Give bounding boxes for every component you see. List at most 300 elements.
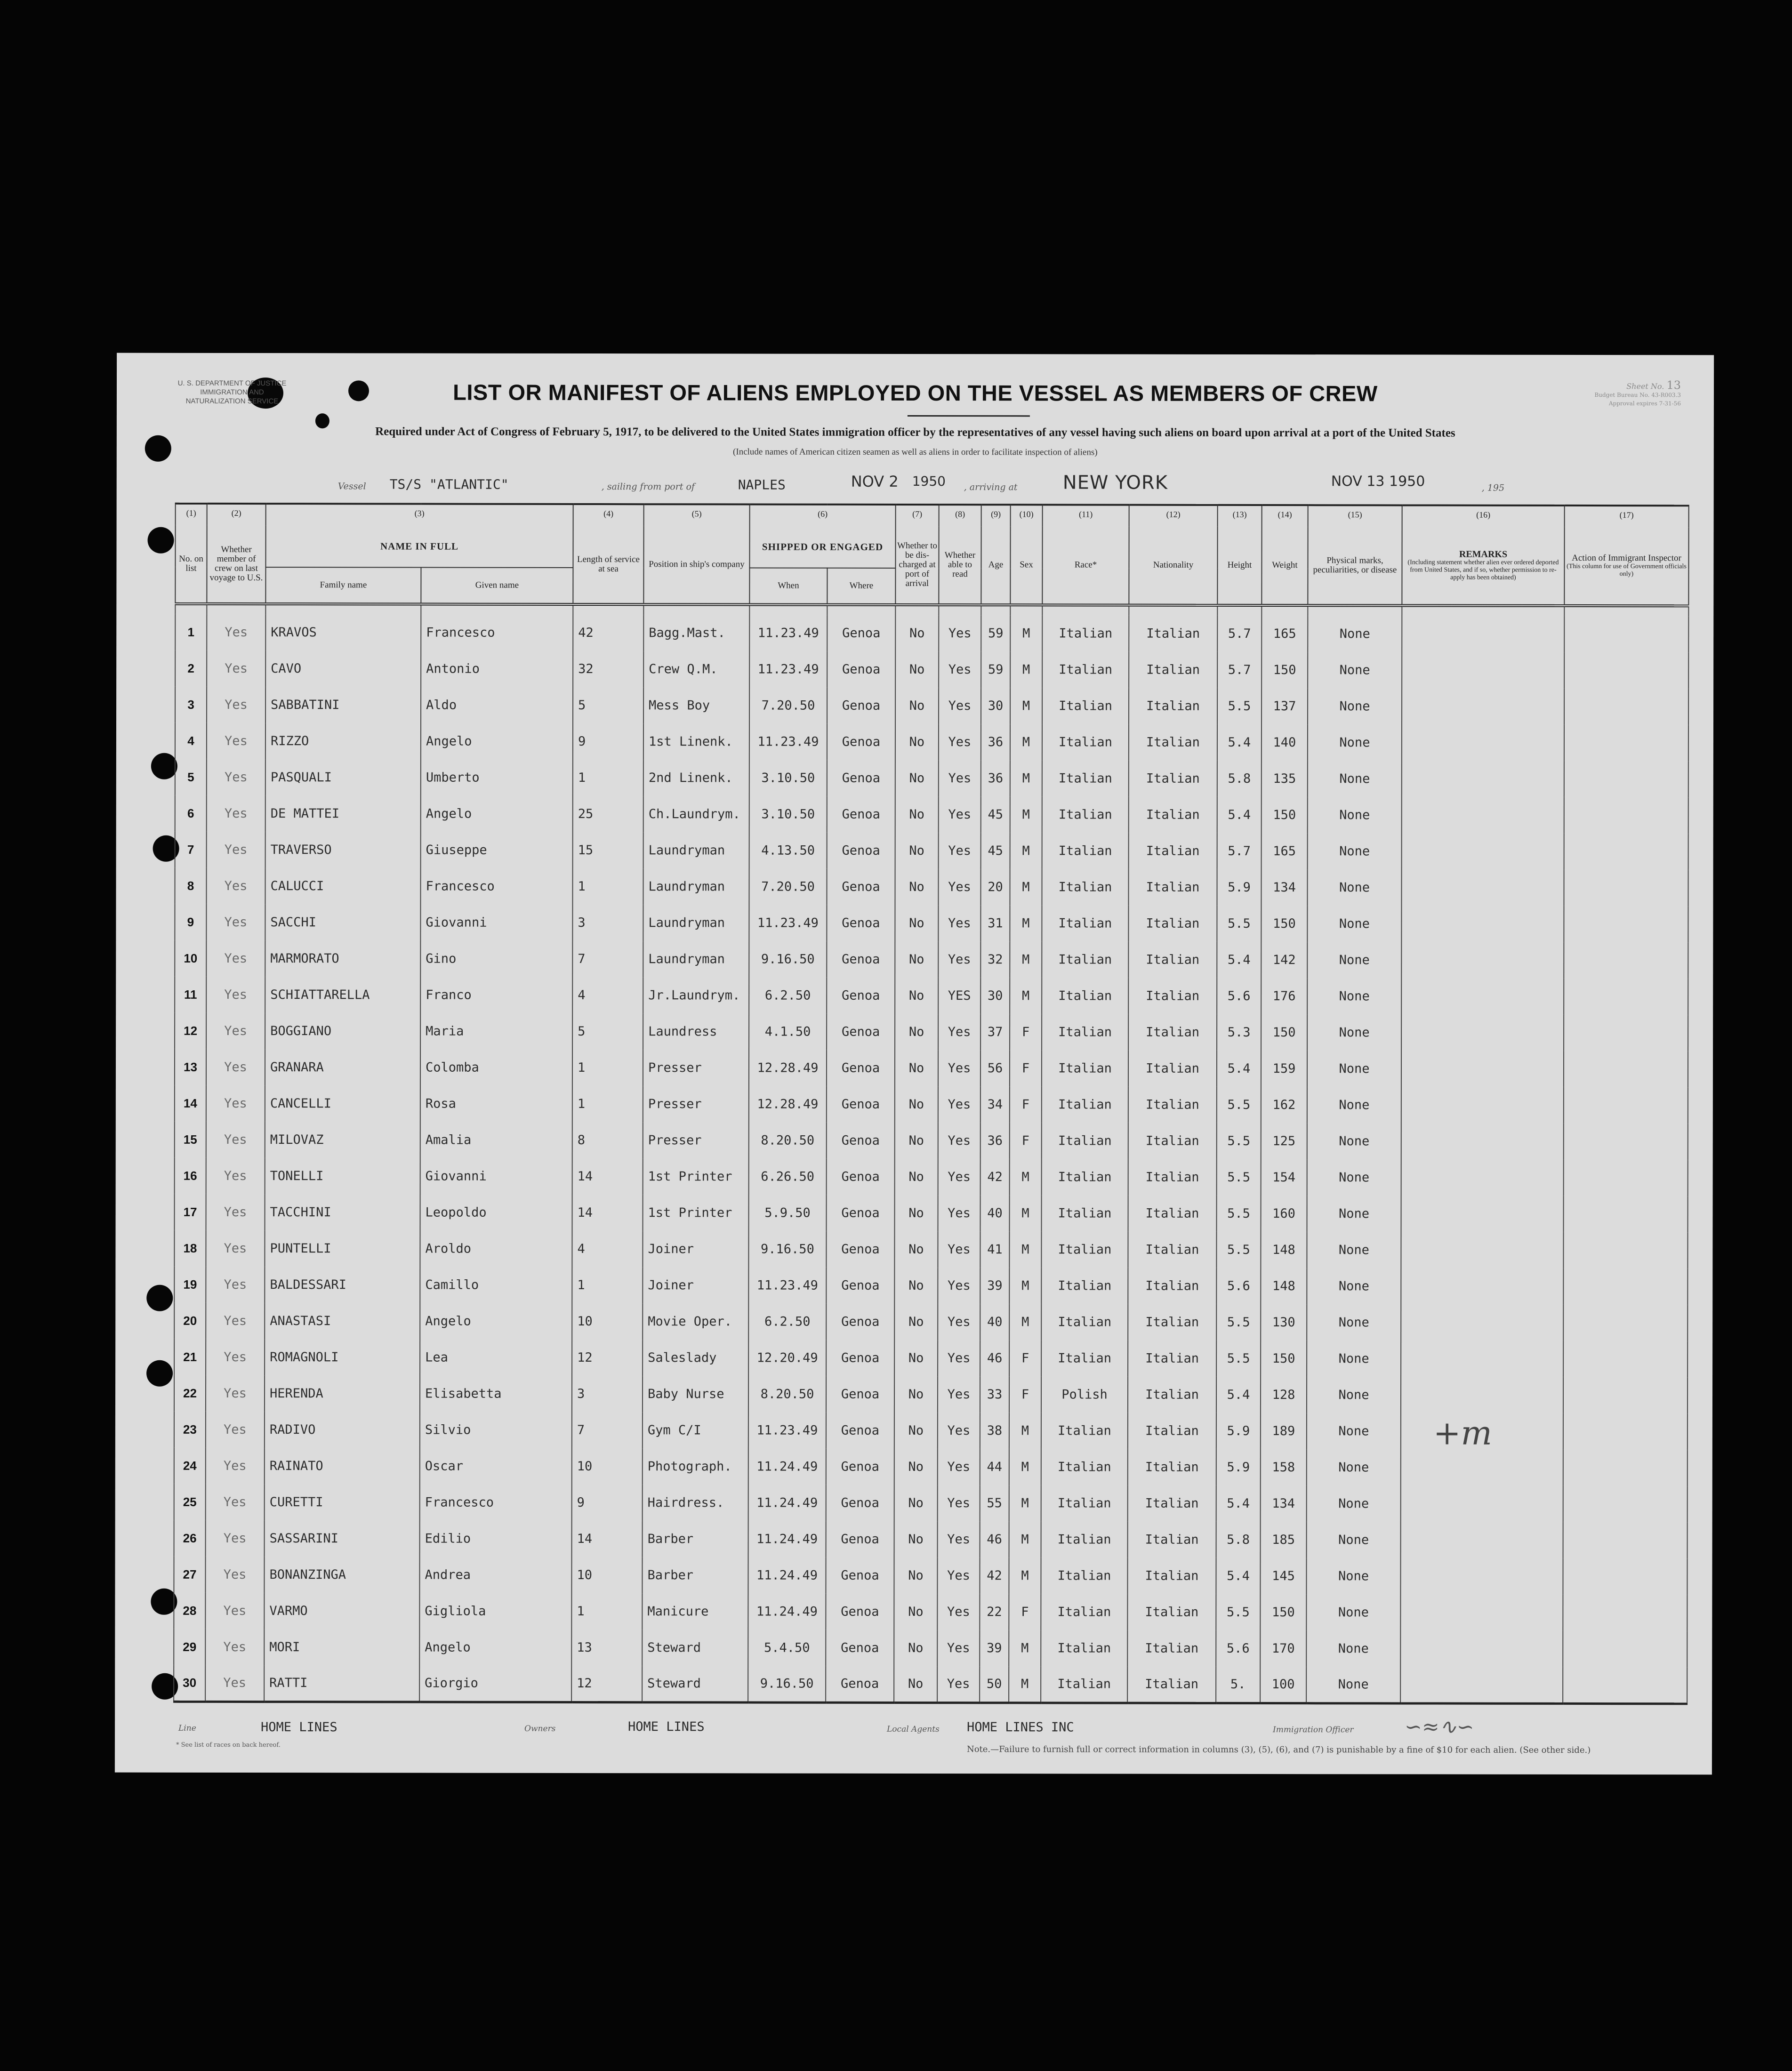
binder-hole (148, 527, 174, 554)
action-cell (1564, 1087, 1688, 1124)
weight-cell: 148 (1261, 1232, 1307, 1268)
prior-voyage-cell: Yes (206, 1412, 265, 1448)
family-name-cell: RADIVO (265, 1412, 420, 1448)
service-length-cell: 4 (572, 977, 643, 1013)
action-cell (1564, 689, 1688, 725)
remarks-cell (1401, 942, 1564, 978)
prior-voyage-cell: Yes (206, 940, 265, 977)
age-cell: 40 (980, 1304, 1009, 1340)
shipped-where-cell: Genoa (826, 1557, 894, 1594)
shipped-when-cell: 11.23.49 (748, 1268, 826, 1304)
height-cell: 5.8 (1216, 1522, 1261, 1558)
sex-cell: M (1009, 1268, 1041, 1304)
discharged-cell: No (895, 1086, 938, 1123)
remarks-cell (1402, 688, 1564, 724)
action-sub: (This column for use of Government officials only) (1567, 562, 1687, 578)
race-cell: Italian (1041, 1413, 1128, 1449)
physical-marks-cell: None (1307, 1123, 1401, 1159)
age-cell: 39 (980, 1268, 1009, 1304)
service-length-cell: 5 (573, 687, 643, 723)
given-name-cell: Giovanni (420, 905, 572, 941)
age-cell: 45 (981, 833, 1010, 869)
able-read-cell: Yes (937, 1594, 980, 1630)
col-num: (4) (573, 504, 644, 526)
row-number: 30 (174, 1665, 205, 1702)
position-cell: Laundryman (643, 905, 749, 941)
age-cell: 42 (980, 1557, 1009, 1594)
shipped-where-cell: Genoa (827, 869, 895, 905)
height-cell: 5.4 (1216, 1377, 1261, 1413)
able-read-cell: Yes (938, 1159, 980, 1195)
service-length-cell: 32 (573, 651, 643, 687)
table-row (175, 795, 1688, 834)
approval-line: Approval expires 7-31-56 (1608, 400, 1681, 407)
row-number: 24 (174, 1448, 206, 1484)
sex-cell: F (1009, 1594, 1041, 1630)
shipped-where-cell: Genoa (827, 941, 895, 978)
given-name-cell: Amalia (420, 1122, 572, 1158)
sex-cell: M (1010, 796, 1042, 833)
prior-voyage-cell: Yes (205, 1557, 264, 1593)
given-name-cell: Francesco (420, 1485, 572, 1521)
weight-cell: 145 (1260, 1558, 1306, 1594)
able-read-cell: Yes (939, 688, 981, 724)
service-length-cell: 14 (572, 1158, 643, 1195)
binder-hole (146, 1285, 173, 1311)
officer-label: Immigration Officer (1273, 1725, 1354, 1735)
age-cell: 56 (980, 1050, 1010, 1086)
nationality-cell: Italian (1128, 1341, 1216, 1377)
remarks-cell (1402, 724, 1564, 761)
race-cell: Italian (1041, 1557, 1127, 1594)
discharged-cell: No (895, 869, 938, 905)
action-cell (1563, 1631, 1687, 1667)
shipped-where-cell: Genoa (827, 796, 895, 833)
given-name-cell: Franco (420, 977, 572, 1013)
position-cell: Crew Q.M. (643, 651, 749, 687)
family-name-cell: SACCHI (265, 904, 420, 940)
physical-marks-cell: None (1307, 1377, 1401, 1413)
remarks-cell (1400, 1558, 1563, 1594)
prior-voyage-cell: Yes (206, 1448, 265, 1484)
position-cell: Joiner (643, 1231, 748, 1267)
action-cell (1563, 1558, 1687, 1595)
physical-marks-cell: None (1308, 652, 1402, 688)
action-cell (1564, 761, 1688, 797)
binder-hole (151, 753, 177, 779)
action-cell (1564, 942, 1688, 979)
table-row (174, 1303, 1688, 1341)
age-cell: 20 (980, 869, 1010, 905)
shipped-when-cell: 5.9.50 (749, 1195, 827, 1231)
header-age: Age (981, 526, 1010, 605)
given-name-cell: Gino (420, 941, 572, 977)
race-cell: Polish (1041, 1376, 1128, 1413)
prior-voyage-cell: Yes (206, 868, 265, 904)
service-length-cell: 3 (572, 905, 643, 941)
service-length-cell: 15 (573, 832, 643, 868)
remarks-title: REMARKS (1459, 549, 1508, 560)
table-row (175, 1158, 1688, 1196)
age-cell: 42 (980, 1159, 1010, 1195)
header-member-prior: Whether member of crew on last voyage to U.S. (207, 525, 265, 604)
position-cell: Joiner (643, 1267, 748, 1303)
physical-marks-cell: None (1307, 1087, 1401, 1123)
weight-cell: 160 (1261, 1196, 1307, 1232)
sex-cell: M (1009, 1521, 1041, 1557)
prior-voyage-cell: Yes (206, 1013, 265, 1049)
discharged-cell: No (894, 1376, 938, 1413)
col-num: (13) (1218, 505, 1262, 527)
row-number: 22 (174, 1375, 206, 1412)
discharged-cell: No (895, 1123, 938, 1159)
weight-cell: 148 (1261, 1268, 1307, 1304)
position-cell: Gym C/I (643, 1412, 748, 1448)
height-cell: 5.5 (1217, 1196, 1261, 1232)
given-name-cell: Camillo (420, 1267, 572, 1303)
action-cell (1564, 870, 1688, 906)
family-name-cell: HERENDA (265, 1375, 420, 1412)
shipped-when-cell: 7.20.50 (749, 869, 827, 905)
age-cell: 37 (980, 1014, 1010, 1050)
weight-cell: 154 (1261, 1159, 1307, 1196)
given-name-cell: Angelo (421, 796, 573, 832)
family-name-cell: VARMO (264, 1593, 419, 1629)
header-given-name: Given name (421, 568, 573, 604)
family-name-cell: CAVO (265, 650, 421, 687)
able-read-cell: Yes (937, 1557, 980, 1594)
prior-voyage-cell: Yes (206, 1303, 265, 1339)
remarks-cell (1401, 1051, 1564, 1087)
action-cell (1564, 1160, 1688, 1196)
row-number: 18 (174, 1230, 206, 1267)
nationality-cell: Italian (1128, 1413, 1216, 1449)
action-cell (1564, 1124, 1688, 1160)
discharged-cell: No (894, 1304, 938, 1340)
given-name-cell: Francesco (421, 615, 573, 651)
penalty-note: Note.—Failure to furnish full or correct information in columns (3), (5), (6), and (7) is punishable by a fine of $10 for each alien. (See other side.) (966, 1744, 1591, 1756)
service-length-cell: 12 (572, 1340, 643, 1376)
shipped-when-cell: 11.24.49 (748, 1557, 826, 1594)
remarks-cell (1401, 906, 1564, 942)
family-name-cell: ANASTASI (265, 1303, 420, 1339)
prior-voyage-cell: Yes (206, 1520, 265, 1557)
able-read-cell: Yes (938, 1413, 980, 1449)
header-weight: Weight (1262, 527, 1308, 605)
service-length-cell: 10 (571, 1557, 642, 1593)
service-length-cell: 14 (572, 1195, 643, 1231)
row-number: 8 (175, 868, 206, 904)
table-row (175, 1194, 1688, 1232)
remarks-cell (1402, 797, 1564, 833)
family-name-cell: TACCHINI (265, 1194, 420, 1230)
action-cell (1564, 1015, 1688, 1051)
physical-marks-cell: None (1308, 688, 1402, 724)
family-name-cell: SCHIATTARELLA (265, 977, 420, 1013)
sex-cell: M (1010, 978, 1042, 1014)
height-cell: 5.4 (1217, 724, 1262, 761)
shipped-where-cell: Genoa (826, 1594, 894, 1630)
shipped-where-cell: Genoa (826, 1413, 894, 1449)
shipped-where-cell: Genoa (827, 651, 895, 688)
row-number: 14 (175, 1085, 206, 1122)
shipped-where-cell: Genoa (826, 1449, 894, 1485)
position-cell: 1st Printer (643, 1158, 749, 1195)
manifest-footer (115, 1718, 1712, 1763)
row-number: 6 (175, 795, 207, 832)
discharged-cell: No (894, 1231, 938, 1268)
family-name-cell: PASQUALI (265, 759, 421, 795)
sailing-label: , sailing from port of (601, 482, 695, 492)
row-number: 29 (174, 1629, 205, 1665)
age-cell: 30 (981, 688, 1010, 724)
weight-cell: 100 (1260, 1667, 1306, 1703)
shipped-when-cell: 11.23.49 (749, 905, 827, 941)
position-cell: Mess Boy (643, 687, 749, 723)
family-name-cell: BOGGIANO (265, 1013, 420, 1049)
row-number: 5 (175, 759, 207, 795)
race-cell: Italian (1042, 1195, 1128, 1231)
weight-cell: 162 (1261, 1087, 1307, 1123)
family-name-cell: BALDESSARI (265, 1267, 420, 1303)
physical-marks-cell: None (1307, 1232, 1401, 1268)
table-row (175, 904, 1688, 942)
race-cell: Italian (1042, 615, 1129, 651)
action-cell (1563, 1377, 1688, 1413)
height-cell: 5.7 (1217, 833, 1262, 869)
given-name-cell: Angelo (419, 1630, 571, 1666)
discharged-cell: No (895, 688, 939, 724)
sex-cell: M (1010, 760, 1042, 796)
row-number: 7 (175, 832, 207, 868)
arrive-date: NOV 13 1950 (1331, 473, 1425, 490)
shipped-where-cell: Genoa (827, 1050, 895, 1086)
prior-voyage-cell: Yes (207, 832, 265, 868)
shipped-when-cell: 11.24.49 (748, 1521, 826, 1557)
remarks-cell (1400, 1594, 1563, 1630)
column-number-row (176, 504, 1689, 527)
shipped-where-cell: Genoa (826, 1521, 894, 1557)
race-cell: Italian (1041, 1340, 1128, 1376)
able-read-cell: Yes (939, 615, 981, 651)
table-row (174, 1593, 1687, 1631)
prior-voyage-cell: Yes (207, 687, 265, 723)
weight-cell: 125 (1261, 1123, 1307, 1159)
prior-voyage-cell: Yes (206, 1194, 265, 1230)
sex-cell: F (1010, 1050, 1042, 1086)
row-number: 12 (175, 1013, 206, 1049)
col-num: (17) (1565, 506, 1689, 527)
prior-voyage-cell: Yes (206, 1085, 265, 1122)
row-number: 20 (174, 1303, 206, 1339)
able-read-cell: Yes (938, 941, 980, 978)
physical-marks-cell: None (1308, 724, 1402, 761)
physical-marks-cell: None (1308, 616, 1402, 652)
race-cell: Italian (1042, 760, 1129, 796)
nationality-cell: Italian (1128, 869, 1217, 906)
nationality-cell: Italian (1129, 833, 1217, 869)
header-family-name: Family name (265, 567, 421, 604)
action-cell (1564, 1196, 1688, 1232)
table-row (174, 1267, 1688, 1305)
physical-marks-cell: None (1307, 1268, 1401, 1304)
remarks-cell (1401, 1159, 1564, 1196)
discharged-cell: No (895, 796, 939, 833)
shipped-where-cell: Genoa (827, 1086, 895, 1123)
discharged-cell: No (895, 1050, 938, 1086)
sex-cell: M (1009, 1231, 1041, 1268)
nationality-cell: Italian (1129, 688, 1217, 724)
weight-cell: 150 (1262, 652, 1308, 688)
able-read-cell: Yes (939, 724, 981, 760)
given-name-cell: Elisabetta (420, 1376, 572, 1412)
shipped-when-cell: 9.16.50 (748, 1231, 826, 1268)
shipped-when-cell: 12.28.49 (749, 1086, 827, 1123)
weight-cell: 150 (1262, 797, 1308, 833)
position-cell: Baby Nurse (643, 1376, 748, 1412)
row-number: 16 (175, 1158, 206, 1194)
prior-voyage-cell: Yes (206, 1339, 265, 1375)
shipped-when-cell: 6.26.50 (749, 1159, 827, 1195)
family-name-cell: MARMORATO (265, 940, 420, 977)
family-name-cell: RIZZO (265, 723, 421, 759)
budget-line: Budget Bureau No. 43-R003.3 (1594, 392, 1681, 399)
service-length-cell: 7 (572, 1412, 643, 1448)
shipped-when-cell: 12.28.49 (749, 1050, 827, 1086)
table-row (175, 977, 1688, 1015)
shipped-where-cell: Genoa (827, 833, 895, 869)
race-cell: Italian (1042, 1123, 1128, 1159)
age-cell: 46 (980, 1521, 1009, 1557)
remarks-cell (1401, 1196, 1564, 1232)
table-row (175, 868, 1688, 906)
shipped-when-cell: 11.23.49 (749, 724, 827, 760)
col-num: (12) (1129, 505, 1218, 527)
action-cell (1564, 979, 1688, 1015)
height-cell: 5.6 (1217, 978, 1261, 1014)
position-cell: 1st Printer (643, 1195, 749, 1231)
service-length-cell: 13 (571, 1630, 642, 1666)
family-name-cell: TRAVERSO (265, 832, 421, 868)
col-num: (7) (896, 505, 939, 526)
discharged-cell: No (894, 1449, 938, 1485)
position-cell: Manicure (642, 1593, 748, 1630)
able-read-cell: Yes (939, 760, 981, 796)
weight-cell: 159 (1261, 1051, 1307, 1087)
position-cell: Steward (642, 1630, 748, 1666)
service-length-cell: 1 (572, 1267, 643, 1303)
discharged-cell: No (895, 724, 939, 760)
shipped-when-cell: 9.16.50 (748, 1666, 826, 1702)
race-cell: Italian (1041, 1449, 1128, 1485)
nationality-cell: Italian (1129, 797, 1217, 833)
able-read-cell: Yes (938, 1521, 980, 1557)
sex-cell: M (1009, 1485, 1041, 1521)
binder-hole (146, 1360, 173, 1387)
row-number: 4 (175, 723, 207, 759)
header-shipped: SHIPPED OR ENGAGED (749, 526, 895, 568)
race-cell: Italian (1042, 1014, 1128, 1050)
col-num: (15) (1308, 505, 1402, 527)
age-cell: 41 (980, 1231, 1009, 1268)
table-row (174, 1665, 1687, 1703)
nationality-cell: Italian (1127, 1558, 1216, 1594)
remarks-cell (1401, 1123, 1564, 1159)
height-cell: 5.5 (1216, 1304, 1261, 1341)
shipped-where-cell: Genoa (826, 1231, 894, 1268)
position-cell: Laundryman (643, 941, 749, 977)
title-rule (908, 415, 1030, 417)
header-remarks (1402, 527, 1564, 605)
height-cell: 5.5 (1216, 1341, 1261, 1377)
row-number: 23 (174, 1412, 206, 1448)
race-cell: Italian (1041, 1304, 1128, 1340)
table-row (175, 650, 1688, 689)
able-read-cell: Yes (938, 1050, 980, 1086)
race-cell: Italian (1041, 1231, 1128, 1268)
column-header-row (175, 525, 1688, 569)
shipped-when-cell: 8.20.50 (748, 1376, 826, 1413)
physical-marks-cell: None (1307, 1159, 1401, 1196)
shipped-where-cell: Genoa (826, 1340, 894, 1376)
row-number: 2 (175, 650, 207, 687)
table-row (175, 1085, 1688, 1124)
vessel-name: TS/S "ATLANTIC" (389, 476, 509, 492)
weight-cell: 142 (1261, 942, 1307, 978)
able-read-cell: YES (938, 978, 980, 1014)
age-cell: 44 (980, 1449, 1009, 1485)
able-read-cell: Yes (939, 651, 981, 688)
owners-value: HOME LINES (628, 1719, 705, 1734)
weight-cell: 134 (1261, 1485, 1307, 1522)
age-cell: 36 (981, 724, 1010, 760)
race-cell: Italian (1042, 1159, 1128, 1195)
service-length-cell: 9 (573, 723, 643, 760)
discharged-cell: No (894, 1666, 937, 1702)
position-cell: Steward (642, 1666, 748, 1702)
nationality-cell: Italian (1128, 1051, 1217, 1087)
discharged-cell: No (895, 905, 938, 941)
sex-cell: M (1010, 1195, 1042, 1231)
service-length-cell: 5 (572, 1013, 643, 1050)
handwritten-signature: ∽≈∿∽ (1404, 1715, 1474, 1739)
service-length-cell: 14 (572, 1521, 643, 1557)
height-cell: 5.5 (1216, 1594, 1260, 1630)
height-cell: 5.4 (1216, 1485, 1261, 1522)
prior-voyage-cell: Yes (206, 1049, 265, 1085)
action-cell (1564, 797, 1688, 834)
discharged-cell: No (894, 1485, 938, 1521)
position-cell: Barber (642, 1557, 748, 1593)
action-cell (1563, 1341, 1688, 1377)
shipped-where-cell: Genoa (827, 1123, 895, 1159)
discharged-cell: No (894, 1630, 937, 1666)
race-cell: Italian (1042, 978, 1128, 1014)
shipped-when-cell: 11.24.49 (748, 1485, 826, 1521)
action-title: Action of Immigrant Inspector (1572, 553, 1681, 563)
race-cell: Italian (1041, 1666, 1127, 1702)
discharged-cell: No (895, 1159, 938, 1195)
prior-voyage-cell: Yes (206, 1122, 265, 1158)
agents-value: HOME LINES INC (967, 1720, 1074, 1735)
sex-cell: M (1009, 1666, 1041, 1702)
family-name-cell: KRAVOS (265, 614, 421, 650)
prior-voyage-cell: Yes (206, 1484, 265, 1520)
row-number: 11 (175, 977, 206, 1013)
sex-cell: M (1010, 724, 1042, 760)
header-discharged: Whether to be dis-charged at port of arrival (895, 526, 939, 605)
discharged-cell: No (895, 941, 938, 978)
